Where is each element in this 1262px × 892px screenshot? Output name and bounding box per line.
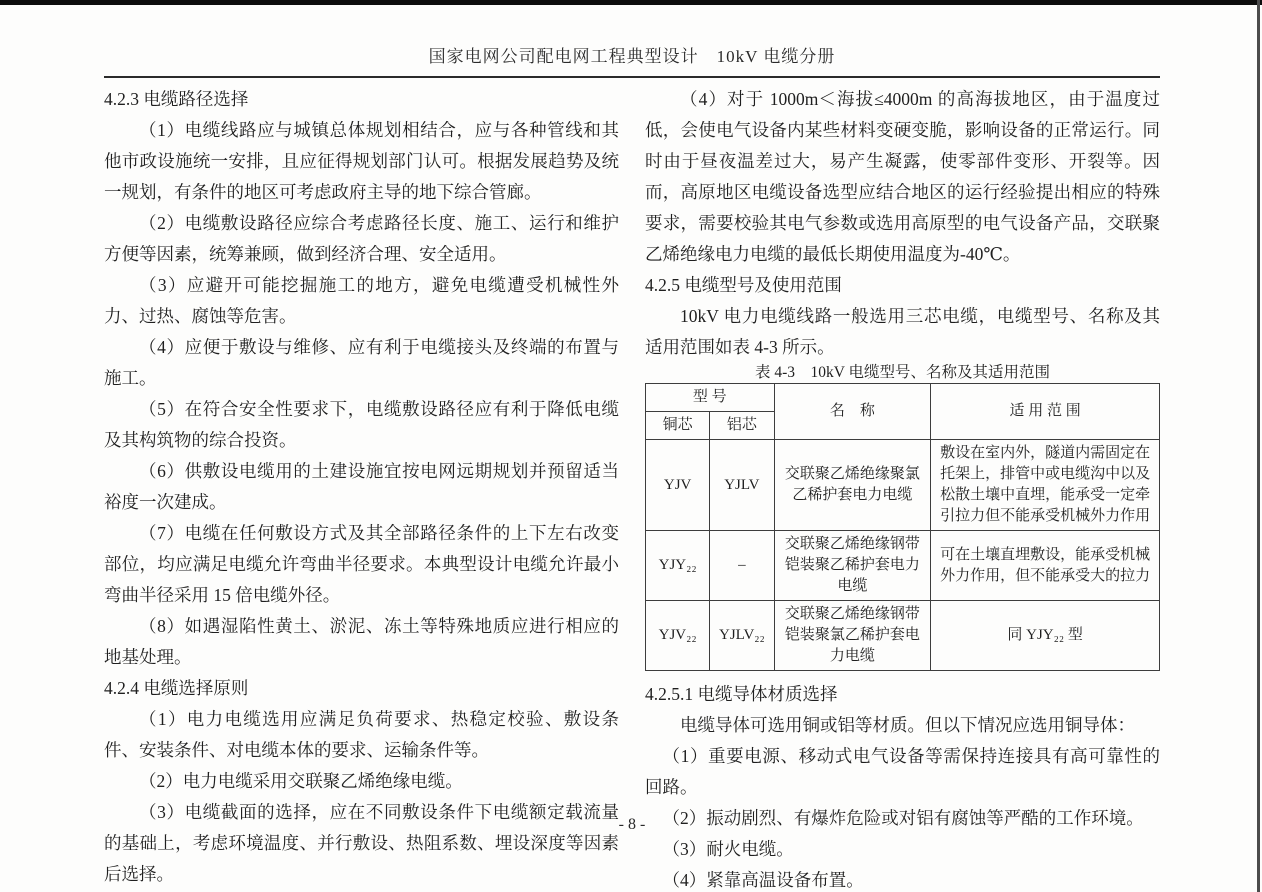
paragraph: （1）重要电源、移动式电气设备等需保持连接具有高可靠性的回路。 — [645, 746, 1160, 797]
section-heading-423: 4.2.3 电缆路径选择 — [104, 89, 249, 109]
running-header-title: 国家电网公司配电网工程典型设计 10kV 电缆分册 — [104, 42, 1160, 78]
paragraph: （4）应便于敷设与维修、应有利于电缆接头及终端的布置与施工。 — [104, 337, 619, 388]
paragraph: （1）电力电缆选用应满足负荷要求、热稳定校验、敷设条件、安装条件、对电缆本体的要求、运输条件等。 — [104, 709, 619, 760]
cable-type-table — [645, 383, 1160, 671]
left-column — [104, 84, 619, 892]
cell-cable-name: 交联聚乙烯绝缘钢带铠装聚乙稀护套电力电缆 — [774, 531, 931, 601]
paragraph: （2）电力电缆采用交联聚乙烯绝缘电缆。 — [139, 771, 463, 791]
table-caption: 表 4-3 10kV 电缆型号、名称及其适用范围 — [754, 364, 1051, 381]
paragraph: （4）对于 1000m＜海拔≤4000m 的高海拔地区，由于温度过低，会使电气设备内某些材料变硬变脆，影响设备的正常运行。同时由于昼夜温差过大，易产生凝露，使零部件变形、开裂等。因而，高原地区电缆设备选型应结合地区的运行经验提出相应的特殊要求，需要校验其电气参数或选用高原型的电气设备产品，交联聚乙烯绝缘电力电缆的最低长期使用温度为-40℃。 — [645, 89, 1160, 264]
scan-right-edge — [1257, 0, 1260, 892]
paragraph: （4）紧靠高温设备布置。 — [662, 870, 864, 890]
paragraph: （5）在符合安全性要求下，电缆敷设路径应有利于降低电缆及其构筑物的综合投资。 — [104, 399, 619, 450]
cell-cable-name: 交联聚乙烯绝缘聚氯乙稀护套电力电缆 — [774, 440, 931, 531]
cell-scope: 可在土壤直埋敷设，能承受机械外力作用，但不能承受大的拉力 — [931, 531, 1160, 601]
cell-scope: 同 YJY₂₂ 型 — [931, 601, 1160, 671]
paragraph: （3）电缆截面的选择，应在不同敷设条件下电缆额定载流量的基础上，考虑环境温度、并行敷设、热阻系数、埋设深度等因素后选择。 — [104, 802, 619, 884]
table-header-row-1 — [646, 384, 1160, 412]
paragraph: （1）电缆线路应与城镇总体规划相结合，应与各种管线和其他市政设施统一安排，且应征得规划部门认可。根据发展趋势及统一规划，有条件的地区可考虑政府主导的地下综合管廊。 — [104, 120, 619, 202]
cell-aluminum-model: YJLV₂₂ — [710, 601, 774, 671]
cell-aluminum-model: YJLV — [710, 440, 774, 531]
scan-top-edge — [0, 0, 1262, 5]
cell-aluminum-model: – — [710, 531, 774, 601]
cell-scope: 敷设在室内外，隧道内需固定在托架上，排管中或电缆沟中以及松散土壤中直埋，能承受一定牵引拉力但不能承受机械外力作用 — [931, 440, 1160, 531]
table-row — [646, 440, 1160, 531]
paragraph: （3）应避开可能挖掘施工的地方，避免电缆遭受机械性外力、过热、腐蚀等危害。 — [104, 275, 619, 326]
paragraph: （2）振动剧烈、有爆炸危险或对铝有腐蚀等严酷的工作环境。 — [662, 808, 1144, 828]
col-header-scope: 适 用 范 围 — [931, 384, 1160, 440]
table-row — [646, 601, 1160, 671]
col-header-name: 名 称 — [774, 384, 931, 440]
paragraph: 10kV 电力电缆线路一般选用三芯电缆，电缆型号、名称及其适用范围如表 4-3 所示。 — [645, 306, 1160, 357]
paragraph: （2）电缆敷设路径应综合考虑路径长度、施工、运行和维护方便等因素，统筹兼顾，做到经济合理、安全适用。 — [104, 213, 619, 264]
col-header-aluminum: 铝芯 — [710, 412, 774, 440]
section-heading-425: 4.2.5 电缆型号及使用范围 — [645, 275, 842, 295]
col-header-model: 型 号 — [646, 384, 775, 412]
table-row — [646, 531, 1160, 601]
right-column — [645, 84, 1160, 892]
paragraph: （7）电缆在任何敷设方式及其全部路径条件的上下左右改变部位，均应满足电缆允许弯曲半径要求。本典型设计电缆允许最小弯曲半径采用 15 倍电缆外径。 — [104, 523, 619, 605]
content-columns — [104, 84, 1160, 892]
page-number: - 8 - — [618, 816, 646, 833]
cell-copper-model: YJY₂₂ — [646, 531, 710, 601]
cell-cable-name: 交联聚乙烯绝缘钢带铠装聚氯乙稀护套电力电缆 — [774, 601, 931, 671]
section-heading-4251: 4.2.5.1 电缆导体材质选择 — [645, 684, 838, 704]
paragraph: （3）耐火电缆。 — [662, 839, 794, 859]
paragraph: （6）供敷设电缆用的土建设施宜按电网远期规划并预留适当裕度一次建成。 — [104, 461, 619, 512]
cell-copper-model: YJV₂₂ — [646, 601, 710, 671]
cell-copper-model: YJV — [646, 440, 710, 531]
section-heading-424: 4.2.4 电缆选择原则 — [104, 678, 249, 698]
paragraph: 电缆导体可选用铜或铝等材质。但以下情况应选用铜导体： — [680, 715, 1135, 735]
col-header-copper: 铜芯 — [646, 412, 710, 440]
paragraph: （8）如遇湿陷性黄土、淤泥、冻土等特殊地质应进行相应的地基处理。 — [104, 616, 619, 667]
